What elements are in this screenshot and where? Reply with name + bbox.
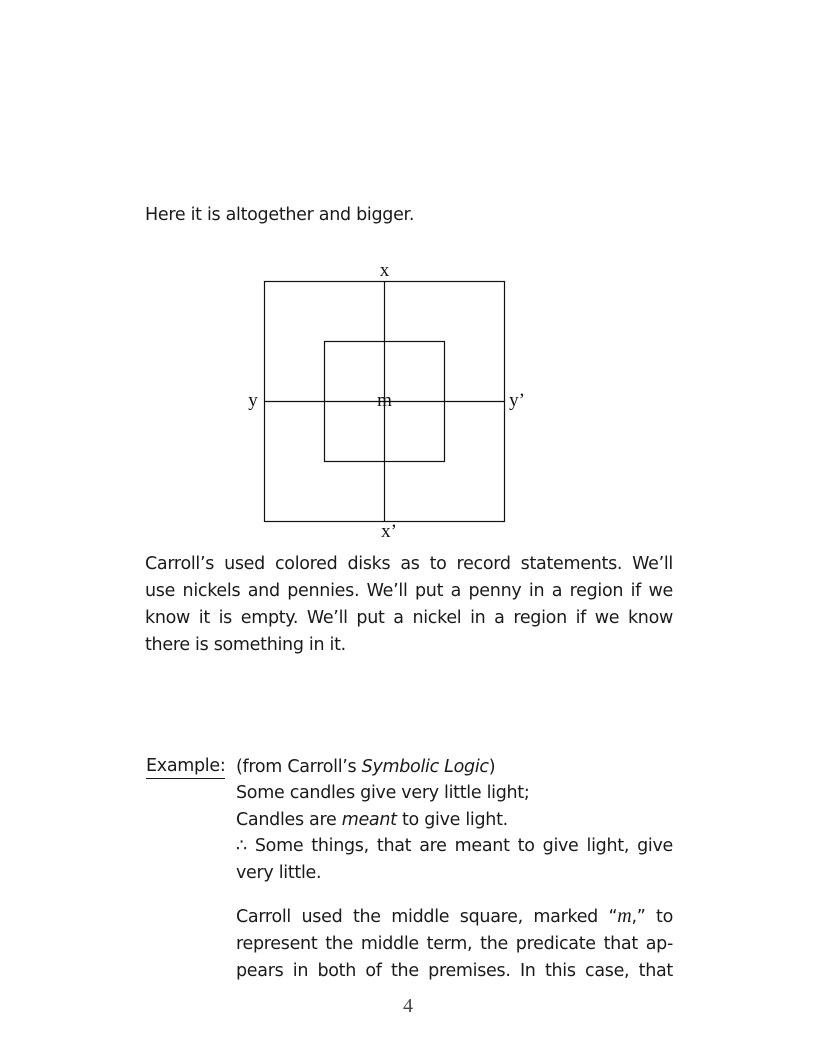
paragraph-line: use nickels and pennies. We’ll put a penny in a region if we — [145, 581, 673, 601]
source-suffix: ) — [488, 757, 496, 777]
example-label: Example: — [146, 754, 225, 779]
conclusion-line — [236, 833, 673, 859]
label-y: y — [248, 390, 258, 411]
paragraph-line — [236, 903, 673, 931]
premise-2 — [236, 807, 673, 833]
intro-text: Here it is altogether and bigger. — [145, 205, 415, 225]
paragraph-disks — [145, 551, 673, 659]
label-x-prime: x’ — [381, 521, 397, 542]
conclusion-line-2: very little. — [236, 862, 322, 883]
paragraph-line: there is something in it. — [145, 635, 346, 655]
premise-2-start: Candles are — [236, 809, 342, 830]
premise-1: Some candles give very little light; — [236, 783, 530, 804]
math-m: m — [617, 905, 632, 927]
line-text: Carroll used the middle square, marked “ — [236, 907, 618, 927]
paragraph-line: know it is empty. We’ll put a nickel in a region if we know — [145, 608, 673, 628]
paragraph-line: Carroll’s used colored disks as to record statements. We’ll — [145, 554, 673, 574]
source-title: Symbolic Logic — [361, 757, 489, 777]
carroll-diagram — [240, 255, 530, 545]
example-syllogism — [236, 754, 673, 886]
line-text: ,” to — [631, 907, 673, 927]
paragraph-line: pears in both of the premises. In this case, that — [236, 961, 673, 981]
label-y-prime: y’ — [509, 390, 525, 411]
label-x: x — [379, 260, 390, 281]
source-prefix: (from Carroll’s — [236, 757, 362, 777]
paragraph-line: represent the middle term, the predicate that ap- — [236, 934, 673, 954]
paragraph-middle-term — [236, 903, 673, 985]
premise-2-emphasis: meant — [341, 809, 397, 830]
therefore-icon: ∴ — [236, 836, 247, 857]
label-m: m — [377, 390, 392, 411]
page-number: 4 — [403, 995, 413, 1017]
example-source — [236, 754, 673, 780]
premise-2-end: to give light. — [396, 809, 508, 830]
conclusion-text: Some things, that are meant to give light, give — [246, 836, 673, 857]
